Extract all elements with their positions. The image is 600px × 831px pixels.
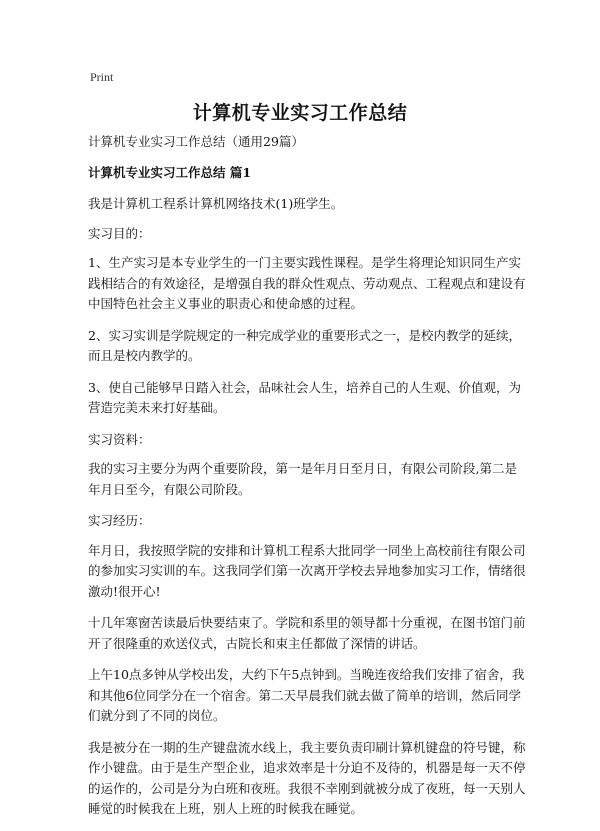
paragraph-purpose-3: 3、使自己能够早日踏入社会，品味社会人生，培养自己的人生观、价值观，为营造完美未来打好基础。	[88, 379, 521, 415]
paragraph-purpose-2: 2、实习实训是学院规定的一种完成学业的重要形式之一，是校内教学的延续，而且是校内教学的。	[88, 327, 521, 363]
document-subtitle: 计算机专业实习工作总结（通用29篇）	[88, 134, 304, 149]
paragraph-purpose-heading: 实习目的：	[88, 225, 151, 241]
paragraph-intro: 我是计算机工程系计算机网络技术(1)班学生。	[88, 196, 344, 211]
paragraph-experience-heading: 实习经历：	[88, 513, 151, 528]
document-body	[88, 132, 526, 831]
section-heading: 计算机专业实习工作总结 篇1	[88, 164, 252, 180]
paragraph-materials-heading: 实习资料：	[88, 431, 151, 447]
paragraph-experience-4: 我是被分在一期的生产键盘流水线上，我主要负责印刷计算机键盘的符号键，称作小键盘。由于是生产型企业，追求效率是十分迫不及待的，机器是每一天不停的运作的，公司是分为白班和夜班。我很不幸刚到就被分成了夜班，每一天别人睡觉的时候我在上班，别人上班的时候我在睡觉。	[88, 739, 526, 816]
paragraph-materials: 我的实习主要分为两个重要阶段，第一是年月日至月日，有限公司阶段,第二是年月日至今，有限公司阶段。	[88, 461, 517, 497]
paragraph-experience-3: 上午10点多钟从学校出发，大约下午5点钟到。当晚连夜给我们安排了宿舍，我和其他6位同学分在一个宿舍。第二天早晨我们就去做了简单的培训，然后同学们就分到了不同的岗位。	[88, 667, 525, 723]
paragraph-experience-2: 十几年寒窗苦读最后快要结束了。学院和系里的领导都十分重视，在图书馆门前开了很隆重的欢送仪式，古院长和束主任都做了深情的讲话。	[88, 615, 526, 651]
print-label: Print	[90, 70, 114, 84]
paragraph-purpose-1: 1、生产实习是本专业学生的一门主要实践性课程。是学生将理论知识同生产实践相结合的有效途径，是增强自我的群众性观点、劳动观点、工程观点和建设有中国特色社会主义事业的职责心和使命感的过程。	[88, 255, 526, 311]
paragraph-experience-1: 年月日，我按照学院的安排和计算机工程系大批同学一同坐上高校前往有限公司的参加实习实训的车。这我同学们第一次离开学校去异地参加实习工作，情绪很激动!很开心!	[88, 542, 526, 599]
document-title: 计算机专业实习工作总结	[192, 102, 408, 124]
